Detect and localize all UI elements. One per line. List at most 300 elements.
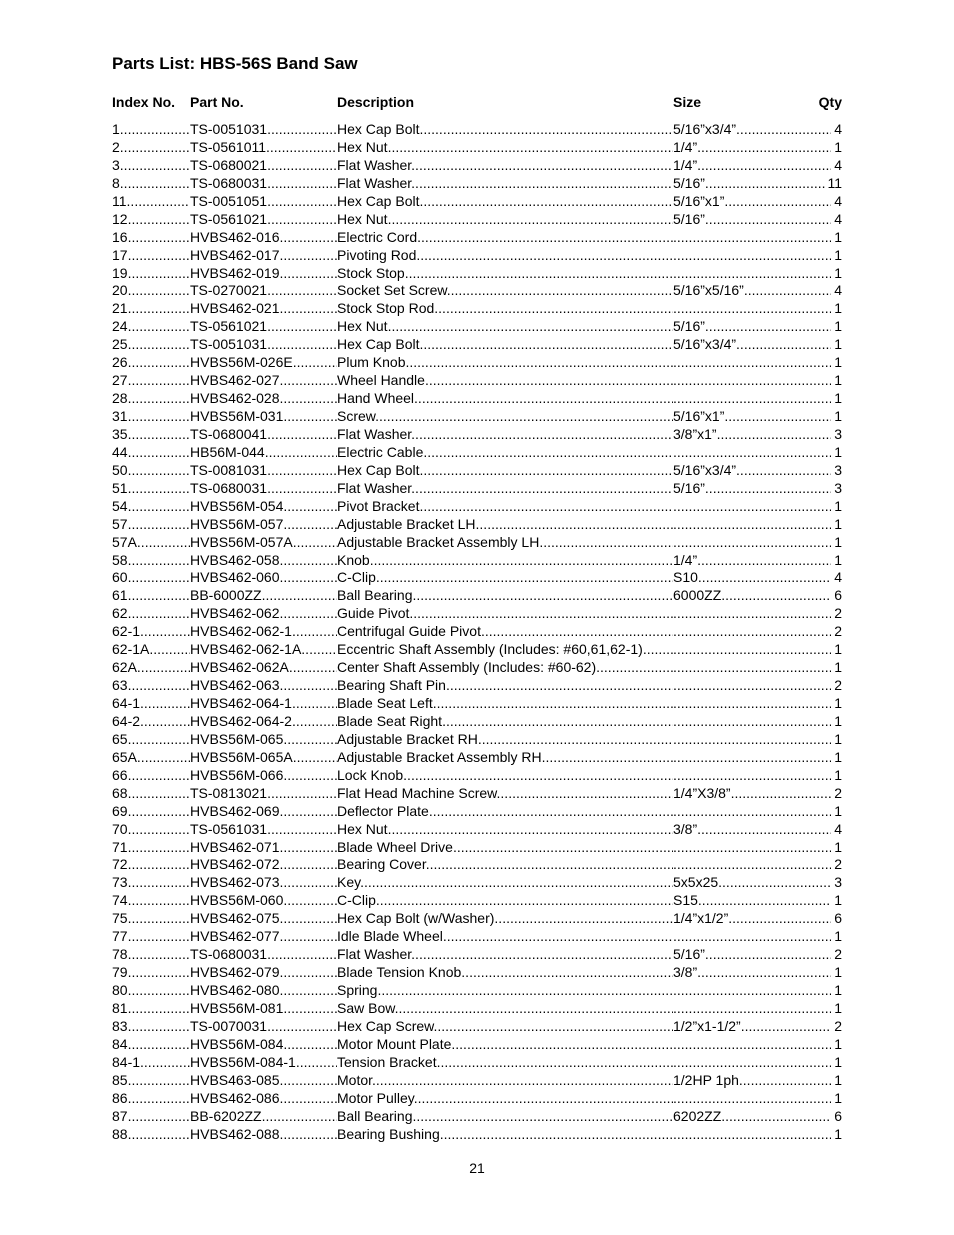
description-text: Hex Cap Bolt bbox=[337, 461, 420, 478]
part-no-cell bbox=[190, 1018, 337, 1036]
size-text: 3/8”x1” bbox=[673, 425, 717, 442]
table-row bbox=[112, 713, 842, 731]
part-no-text: HVBS56M-084 bbox=[190, 1035, 284, 1052]
part-no-text: TS-0680021 bbox=[190, 156, 268, 173]
description-cell bbox=[337, 139, 673, 157]
table-row bbox=[112, 695, 842, 713]
index-no-cell bbox=[112, 372, 190, 390]
size-cell bbox=[673, 265, 831, 283]
part-no-cell bbox=[190, 1072, 337, 1090]
index-no-text: 87 bbox=[112, 1107, 128, 1124]
qty-cell: 1 bbox=[834, 515, 842, 532]
size-cell bbox=[673, 552, 831, 570]
index-no-cell bbox=[112, 498, 190, 516]
size-cell bbox=[673, 390, 831, 408]
qty-cell: 1 bbox=[834, 1089, 842, 1106]
size-cell bbox=[673, 318, 831, 336]
qty-cell: 1 bbox=[834, 497, 842, 514]
index-no-cell bbox=[112, 839, 190, 857]
part-no-cell bbox=[190, 480, 337, 498]
part-no-text: HVBS462-060 bbox=[190, 569, 280, 586]
part-no-cell bbox=[190, 354, 337, 372]
qty-cell: 1 bbox=[834, 390, 842, 407]
part-no-cell bbox=[190, 767, 337, 785]
part-no-text: HVBS462-088 bbox=[190, 1125, 280, 1142]
description-text: Saw Bow bbox=[337, 999, 395, 1016]
part-no-text: HVBS56M-081 bbox=[190, 999, 284, 1016]
qty-cell: 4 bbox=[834, 121, 842, 137]
part-no-text: HVBS462-021 bbox=[190, 300, 280, 317]
table-row bbox=[112, 623, 842, 641]
description-text: C-Clip bbox=[337, 569, 376, 586]
description-cell bbox=[337, 874, 673, 892]
description-text: Electric Cable bbox=[337, 443, 424, 460]
size-cell bbox=[673, 372, 831, 390]
table-row bbox=[112, 874, 842, 892]
index-no-text: 62 bbox=[112, 605, 128, 622]
qty-cell: 4 bbox=[834, 820, 842, 837]
description-text: Motor bbox=[337, 1071, 373, 1088]
table-row bbox=[112, 1000, 842, 1018]
description-cell bbox=[337, 157, 673, 175]
description-cell bbox=[337, 623, 673, 641]
index-no-text: 3 bbox=[112, 156, 120, 173]
size-text: 5/16” bbox=[673, 479, 705, 496]
description-text: Blade Seat Right bbox=[337, 712, 443, 729]
size-cell bbox=[673, 1000, 831, 1018]
index-no-text: 85 bbox=[112, 1071, 128, 1088]
index-no-text: 60 bbox=[112, 569, 128, 586]
part-no-text: TS-0561011 bbox=[190, 138, 267, 155]
size-cell bbox=[673, 910, 831, 928]
description-cell bbox=[337, 1000, 673, 1018]
size-cell bbox=[673, 193, 831, 211]
part-no-text: HVBS56M-031 bbox=[190, 408, 284, 424]
description-cell bbox=[337, 587, 673, 605]
size-cell bbox=[673, 749, 831, 767]
description-text: Stock Stop bbox=[337, 264, 405, 281]
index-no-cell bbox=[112, 605, 190, 623]
description-cell bbox=[337, 408, 673, 426]
header-size: Size bbox=[673, 94, 702, 110]
part-no-cell bbox=[190, 677, 337, 695]
part-no-text: HVBS462-077 bbox=[190, 928, 280, 945]
qty-cell: 1 bbox=[834, 551, 842, 568]
table-row bbox=[112, 372, 842, 390]
part-no-cell bbox=[190, 534, 337, 552]
size-cell bbox=[673, 426, 831, 444]
description-cell bbox=[337, 390, 673, 408]
size-text: 5/16” bbox=[673, 318, 705, 335]
index-no-cell bbox=[112, 247, 190, 265]
description-text: Hand Wheel bbox=[337, 390, 415, 407]
description-cell bbox=[337, 821, 673, 839]
qty-cell: 1 bbox=[834, 695, 842, 711]
index-no-cell bbox=[112, 928, 190, 946]
size-cell bbox=[673, 892, 831, 910]
part-no-cell bbox=[190, 1054, 337, 1072]
part-no-text: HVBS56M-057A bbox=[190, 533, 293, 550]
size-cell bbox=[673, 444, 831, 462]
table-row bbox=[112, 300, 842, 318]
part-no-text: HVBS462-075 bbox=[190, 910, 280, 927]
description-cell bbox=[337, 336, 673, 354]
index-no-text: 64-2 bbox=[112, 712, 141, 729]
description-text: Blade Tension Knob bbox=[337, 964, 462, 981]
size-text: 6000ZZ bbox=[673, 587, 722, 604]
index-no-cell bbox=[112, 229, 190, 247]
description-text: Tension Bracket bbox=[337, 1053, 437, 1070]
part-no-cell bbox=[190, 874, 337, 892]
table-row bbox=[112, 211, 842, 229]
index-no-text: 2 bbox=[112, 138, 120, 155]
qty-cell: 1 bbox=[834, 372, 842, 389]
description-text: Lock Knob bbox=[337, 766, 404, 783]
part-no-cell bbox=[190, 372, 337, 390]
qty-cell: 1 bbox=[834, 928, 842, 945]
table-row bbox=[112, 139, 842, 157]
index-no-text: 84 bbox=[112, 1035, 128, 1052]
description-cell bbox=[337, 534, 673, 552]
size-cell bbox=[673, 1054, 831, 1072]
index-no-text: 79 bbox=[112, 964, 128, 981]
description-text: Center Shaft Assembly (Includes: #60-62) bbox=[337, 659, 597, 676]
part-no-cell bbox=[190, 175, 337, 193]
part-no-cell bbox=[190, 749, 337, 767]
table-row bbox=[112, 839, 842, 857]
qty-cell: 1 bbox=[834, 838, 842, 855]
size-text: S10 bbox=[673, 569, 698, 586]
description-cell bbox=[337, 982, 673, 1000]
description-text: Key bbox=[337, 874, 361, 891]
size-cell bbox=[673, 1090, 831, 1108]
table-row bbox=[112, 785, 842, 803]
size-text: 3/8” bbox=[673, 964, 698, 981]
qty-cell: 1 bbox=[834, 246, 842, 263]
index-no-cell bbox=[112, 336, 190, 354]
description-cell bbox=[337, 677, 673, 695]
qty-cell: 11 bbox=[827, 174, 842, 191]
index-no-text: 64-1 bbox=[112, 695, 141, 711]
table-row bbox=[112, 803, 842, 821]
part-no-text: HVBS462-062A bbox=[190, 659, 289, 676]
description-text: Flat Washer bbox=[337, 425, 412, 442]
part-no-text: HVBS463-085 bbox=[190, 1071, 280, 1088]
index-no-text: 62-1 bbox=[112, 623, 141, 640]
size-cell bbox=[673, 569, 831, 587]
index-no-cell bbox=[112, 1126, 190, 1144]
description-cell bbox=[337, 1036, 673, 1054]
size-cell bbox=[673, 229, 831, 247]
index-no-text: 88 bbox=[112, 1125, 128, 1142]
index-no-cell bbox=[112, 354, 190, 372]
description-text: Socket Set Screw bbox=[337, 282, 447, 299]
part-no-cell bbox=[190, 946, 337, 964]
size-text: S15 bbox=[673, 892, 698, 909]
table-row bbox=[112, 498, 842, 516]
size-text: 5/16” bbox=[673, 946, 705, 963]
index-no-text: 62-1A bbox=[112, 641, 150, 658]
header-index-no: Index No. bbox=[112, 94, 176, 110]
table-row bbox=[112, 1108, 842, 1126]
description-text: Ball Bearing bbox=[337, 587, 413, 604]
qty-cell: 1 bbox=[834, 982, 842, 998]
index-no-cell bbox=[112, 821, 190, 839]
size-cell bbox=[673, 408, 831, 426]
qty-cell: 1 bbox=[834, 659, 842, 676]
index-no-text: 54 bbox=[112, 497, 128, 514]
part-no-cell bbox=[190, 605, 337, 623]
index-no-cell bbox=[112, 265, 190, 283]
table-row bbox=[112, 641, 842, 659]
part-no-text: BB-6202ZZ bbox=[190, 1107, 262, 1124]
part-no-cell bbox=[190, 1126, 337, 1144]
index-no-cell bbox=[112, 713, 190, 731]
index-no-text: 78 bbox=[112, 946, 128, 963]
qty-cell: 4 bbox=[834, 282, 842, 299]
description-text: Flat Head Machine Screw bbox=[337, 784, 497, 801]
table-row bbox=[112, 444, 842, 462]
table-row bbox=[112, 552, 842, 570]
description-cell bbox=[337, 229, 673, 247]
size-text: 5/16”x3/4” bbox=[673, 461, 737, 478]
description-text: Flat Washer bbox=[337, 479, 412, 496]
index-no-text: 68 bbox=[112, 784, 128, 801]
index-no-cell bbox=[112, 1072, 190, 1090]
index-no-text: 11 bbox=[112, 192, 127, 209]
description-cell bbox=[337, 928, 673, 946]
part-no-text: HVBS56M-054 bbox=[190, 497, 284, 514]
part-no-text: HVBS56M-066 bbox=[190, 766, 284, 783]
index-no-cell bbox=[112, 157, 190, 175]
part-no-text: TS-0081031 bbox=[190, 461, 268, 478]
description-text: Spring bbox=[337, 982, 378, 998]
part-no-cell bbox=[190, 695, 337, 713]
index-no-text: 80 bbox=[112, 982, 128, 998]
qty-cell: 1 bbox=[834, 264, 842, 281]
description-text: Flat Washer bbox=[337, 946, 412, 963]
part-no-cell bbox=[190, 516, 337, 534]
part-no-text: HVBS462-069 bbox=[190, 802, 280, 819]
part-no-cell bbox=[190, 408, 337, 426]
size-text: 1/4” bbox=[673, 138, 698, 155]
index-no-cell bbox=[112, 874, 190, 892]
qty-cell: 1 bbox=[834, 408, 842, 424]
qty-cell: 2 bbox=[834, 677, 842, 694]
index-no-cell bbox=[112, 856, 190, 874]
index-no-cell bbox=[112, 516, 190, 534]
description-cell bbox=[337, 318, 673, 336]
part-no-text: HVBS462-028 bbox=[190, 390, 280, 407]
part-no-text: HVBS56M-057 bbox=[190, 515, 284, 532]
index-no-text: 28 bbox=[112, 390, 128, 407]
part-no-cell bbox=[190, 964, 337, 982]
size-cell bbox=[673, 354, 831, 372]
table-row bbox=[112, 856, 842, 874]
description-text: Blade Wheel Drive bbox=[337, 838, 453, 855]
description-cell bbox=[337, 785, 673, 803]
index-no-text: 74 bbox=[112, 892, 128, 909]
index-no-cell bbox=[112, 1054, 190, 1072]
size-text: 5/16”x1” bbox=[673, 192, 725, 209]
part-no-cell bbox=[190, 282, 337, 300]
part-no-text: HVBS462-058 bbox=[190, 551, 280, 568]
description-text: Motor Pulley bbox=[337, 1089, 414, 1106]
size-text: 5/16”x3/4” bbox=[673, 121, 737, 137]
size-cell bbox=[673, 157, 831, 175]
description-cell bbox=[337, 1108, 673, 1126]
part-no-cell bbox=[190, 910, 337, 928]
qty-cell: 2 bbox=[834, 1017, 842, 1034]
size-cell bbox=[673, 928, 831, 946]
part-no-text: TS-0561021 bbox=[190, 318, 268, 335]
part-no-text: HVBS462-017 bbox=[190, 246, 280, 263]
description-text: Idle Blade Wheel bbox=[337, 928, 443, 945]
qty-cell: 1 bbox=[834, 1053, 842, 1070]
qty-cell: 1 bbox=[834, 999, 842, 1016]
index-no-text: 57A bbox=[112, 533, 137, 550]
size-cell bbox=[673, 713, 831, 731]
table-row bbox=[112, 282, 842, 300]
index-no-text: 84-1 bbox=[112, 1053, 141, 1070]
part-no-text: HVBS462-072 bbox=[190, 856, 280, 873]
qty-cell: 1 bbox=[834, 748, 842, 765]
part-no-cell bbox=[190, 229, 337, 247]
description-cell bbox=[337, 641, 673, 659]
index-no-cell bbox=[112, 569, 190, 587]
index-no-text: 44 bbox=[112, 443, 128, 460]
index-no-cell bbox=[112, 892, 190, 910]
description-text: Electric Cord bbox=[337, 228, 418, 245]
description-cell bbox=[337, 749, 673, 767]
description-cell bbox=[337, 300, 673, 318]
part-no-text: HVBS462-064-1 bbox=[190, 695, 292, 711]
part-no-cell bbox=[190, 318, 337, 336]
table-row bbox=[112, 749, 842, 767]
table-row bbox=[112, 534, 842, 552]
part-no-text: HVBS56M-065A bbox=[190, 748, 293, 765]
description-text: Hex Nut bbox=[337, 820, 388, 837]
qty-cell: 1 bbox=[834, 641, 842, 658]
description-text: Hex Nut bbox=[337, 318, 388, 335]
description-cell bbox=[337, 265, 673, 283]
part-no-text: HVBS56M-065 bbox=[190, 730, 284, 747]
description-cell bbox=[337, 946, 673, 964]
part-no-cell bbox=[190, 444, 337, 462]
part-no-text: HVBS56M-084-1 bbox=[190, 1053, 296, 1070]
qty-cell: 1 bbox=[834, 892, 842, 909]
description-text: Hex Cap Bolt bbox=[337, 192, 420, 209]
index-no-text: 24 bbox=[112, 318, 128, 335]
index-no-cell bbox=[112, 318, 190, 336]
qty-cell: 4 bbox=[834, 156, 842, 173]
size-text: 3/8” bbox=[673, 820, 698, 837]
part-no-text: HVBS56M-060 bbox=[190, 892, 284, 909]
table-row bbox=[112, 408, 842, 426]
part-no-cell bbox=[190, 785, 337, 803]
description-text: Stock Stop Rod bbox=[337, 300, 435, 317]
part-no-cell bbox=[190, 498, 337, 516]
description-cell bbox=[337, 731, 673, 749]
part-no-cell bbox=[190, 856, 337, 874]
qty-cell: 3 bbox=[834, 479, 842, 496]
table-row bbox=[112, 1126, 842, 1144]
description-text: Adjustable Bracket Assembly RH bbox=[337, 748, 542, 765]
table-row bbox=[112, 516, 842, 534]
description-text: C-Clip bbox=[337, 892, 376, 909]
header-description: Description bbox=[337, 94, 415, 110]
qty-cell: 1 bbox=[834, 1125, 842, 1142]
description-text: Eccentric Shaft Assembly (Includes: #60,61,62-1) bbox=[337, 641, 643, 658]
table-row bbox=[112, 390, 842, 408]
size-cell bbox=[673, 874, 831, 892]
part-no-cell bbox=[190, 426, 337, 444]
description-text: Adjustable Bracket Assembly LH bbox=[337, 533, 540, 550]
index-no-cell bbox=[112, 749, 190, 767]
part-no-cell bbox=[190, 1108, 337, 1126]
description-cell bbox=[337, 372, 673, 390]
index-no-cell bbox=[112, 390, 190, 408]
part-no-text: HVBS462-062-1A bbox=[190, 641, 302, 658]
description-cell bbox=[337, 498, 673, 516]
size-cell bbox=[673, 1126, 831, 1144]
description-cell bbox=[337, 856, 673, 874]
part-no-text: HVBS56M-026E bbox=[190, 354, 293, 371]
index-no-text: 12 bbox=[112, 210, 128, 227]
index-no-text: 17 bbox=[112, 246, 128, 263]
index-no-text: 50 bbox=[112, 461, 128, 478]
index-no-text: 71 bbox=[112, 838, 128, 855]
description-text: Hex Cap Bolt bbox=[337, 121, 420, 137]
index-no-text: 72 bbox=[112, 856, 128, 873]
index-no-cell bbox=[112, 659, 190, 677]
index-no-text: 65 bbox=[112, 730, 128, 747]
description-text: Hex Nut bbox=[337, 210, 388, 227]
description-text: Motor Mount Plate bbox=[337, 1035, 452, 1052]
qty-cell: 1 bbox=[834, 712, 842, 729]
index-no-text: 83 bbox=[112, 1017, 128, 1034]
index-no-cell bbox=[112, 552, 190, 570]
size-cell bbox=[673, 247, 831, 265]
table-row bbox=[112, 426, 842, 444]
part-no-cell bbox=[190, 569, 337, 587]
size-text: 1/4” bbox=[673, 551, 698, 568]
index-no-text: 58 bbox=[112, 551, 128, 568]
size-text: 6202ZZ bbox=[673, 1107, 722, 1124]
description-cell bbox=[337, 516, 673, 534]
table-row bbox=[112, 946, 842, 964]
qty-cell: 1 bbox=[834, 228, 842, 245]
index-no-text: 73 bbox=[112, 874, 128, 891]
qty-cell: 1 bbox=[834, 138, 842, 155]
description-text: Knob bbox=[337, 551, 370, 568]
table-row bbox=[112, 982, 842, 1000]
part-no-text: TS-0680031 bbox=[190, 174, 268, 191]
size-cell bbox=[673, 785, 831, 803]
table-row bbox=[112, 229, 842, 247]
qty-cell: 6 bbox=[834, 587, 842, 604]
table-row bbox=[112, 157, 842, 175]
index-no-text: 70 bbox=[112, 820, 128, 837]
size-cell bbox=[673, 121, 831, 139]
qty-cell: 1 bbox=[834, 766, 842, 783]
index-no-cell bbox=[112, 803, 190, 821]
index-no-cell bbox=[112, 1090, 190, 1108]
index-no-text: 20 bbox=[112, 282, 128, 299]
description-cell bbox=[337, 480, 673, 498]
index-no-text: 25 bbox=[112, 336, 128, 353]
description-text: Blade Seat Left bbox=[337, 695, 433, 711]
